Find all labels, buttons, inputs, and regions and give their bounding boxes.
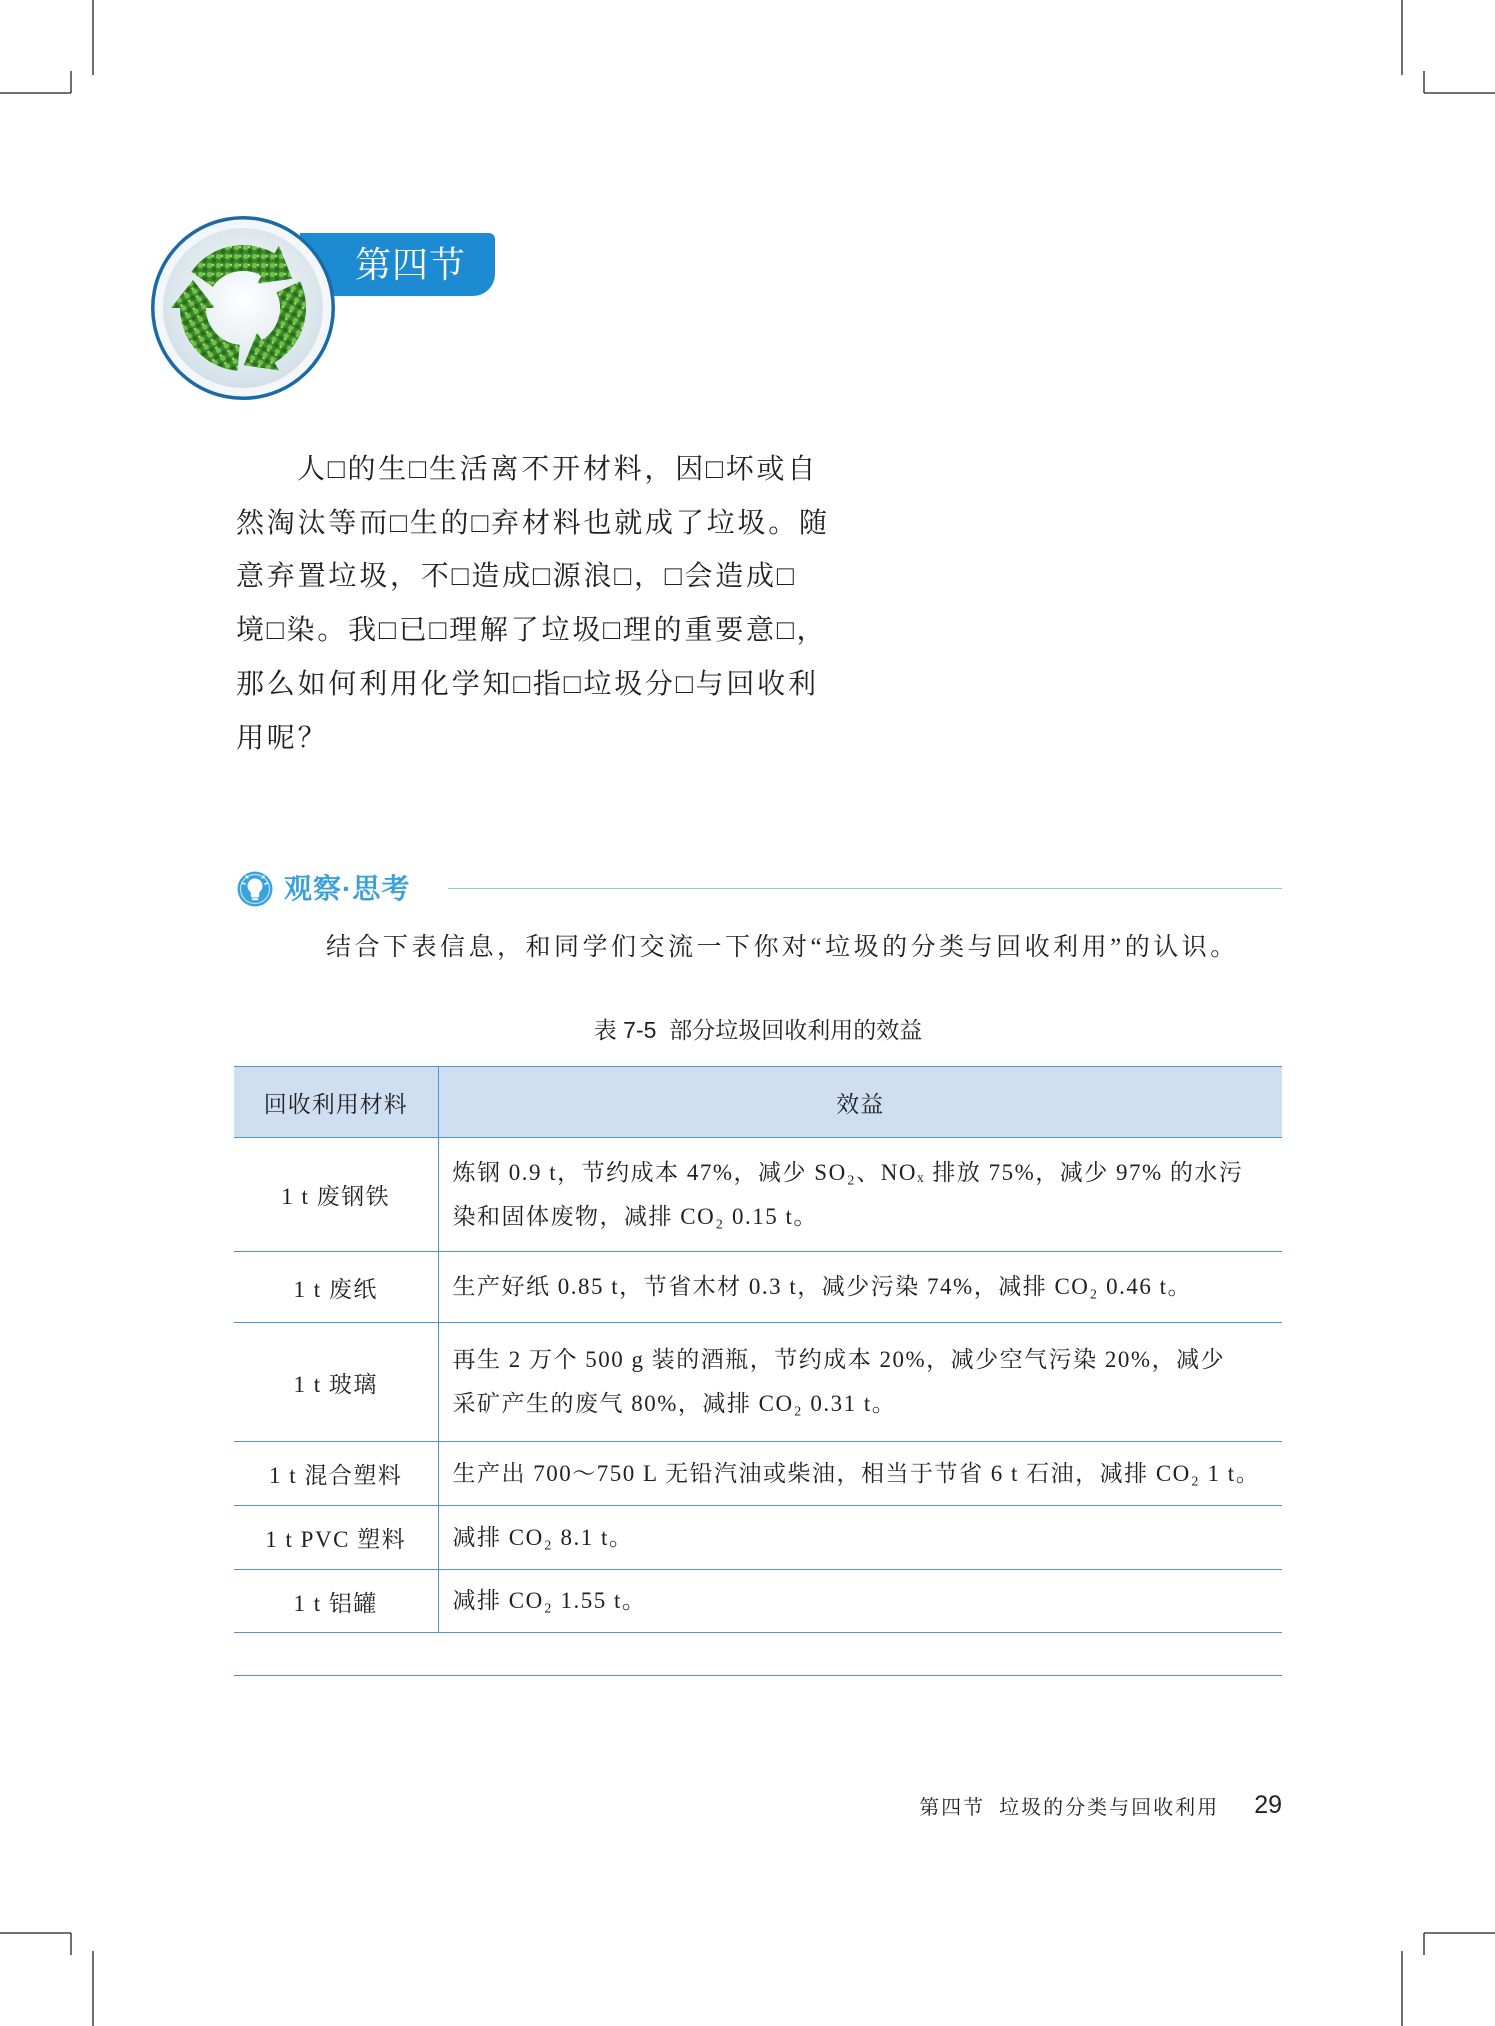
benefit-line: 采矿产生的废气 80%，减排 CO₂ 0.31 t。 xyxy=(452,1391,897,1416)
benefit-line: 炼钢 0.9 t，节约成本 47%，减少 SO₂、NOₓ 排放 75%，减少 97% 的水污 xyxy=(452,1159,1244,1185)
section-badge-label: 第四节 xyxy=(355,244,467,285)
table-row xyxy=(234,1252,1282,1323)
intro-line: 用呢？ xyxy=(236,721,329,753)
table-row xyxy=(234,1138,1282,1252)
intro-line: 那么如何利用化学知□指□垃圾分□与回收利 xyxy=(236,667,819,699)
benefit-line: 减排 CO₂ 8.1 t。 xyxy=(452,1524,634,1550)
material-cell: 1 t 混合塑料 xyxy=(234,1442,438,1506)
material-cell: 1 t 废钢铁 xyxy=(234,1138,438,1252)
column-header-benefit: 效益 xyxy=(438,1067,1282,1138)
column-header-material: 回收利用材料 xyxy=(234,1067,438,1138)
intro-paragraph xyxy=(236,442,936,764)
observe-heading: 观察·思考 xyxy=(284,873,411,904)
benefit-cell xyxy=(438,1506,1282,1570)
table-bottom-rule xyxy=(234,1675,1282,1676)
table-header-row xyxy=(234,1067,1282,1138)
material-cell: 1 t 铝罐 xyxy=(234,1570,438,1633)
heading-rule xyxy=(448,888,1282,889)
recycle-icon xyxy=(150,215,336,401)
observe-prompt: 结合下表信息，和同学们交流一下你对“垃圾的分类与回收利用”的认识。 xyxy=(326,934,1239,961)
benefit-line: 生产出 700～750 L 无铅汽油或柴油，相当于节省 6 t 石油，减排 CO₂ 1 t。 xyxy=(452,1460,1261,1486)
benefit-line: 再生 2 万个 500 g 装的酒瓶，节约成本 20%，减少空气污染 20%，减少 xyxy=(452,1347,1226,1372)
benefit-cell xyxy=(438,1252,1282,1323)
benefit-cell xyxy=(438,1570,1282,1633)
benefit-cell xyxy=(438,1442,1282,1506)
intro-line: 人□的生□生活离不开材料，因□坏或自 xyxy=(297,453,819,484)
benefit-line: 染和固体废物，减排 CO₂ 0.15 t。 xyxy=(452,1203,818,1229)
page-number: 29 xyxy=(1254,1790,1282,1819)
table-row xyxy=(234,1570,1282,1633)
table-row xyxy=(234,1323,1282,1442)
intro-line: 境□染。我□已□理解了垃圾□理的重要意□， xyxy=(236,614,828,646)
material-cell: 1 t 玻璃 xyxy=(234,1323,438,1442)
material-cell: 1 t PVC 塑料 xyxy=(234,1506,438,1570)
table-row xyxy=(234,1442,1282,1506)
footer-section-title: 第四节 垃圾的分类与回收利用 xyxy=(919,1796,1220,1819)
table-row xyxy=(234,1506,1282,1570)
intro-line: 然淘汰等而□生的□弃材料也就成了垃圾。随 xyxy=(236,506,830,538)
benefit-line: 生产好纸 0.85 t，节省木材 0.3 t，减少污染 74%，减排 CO₂ 0.46 t。 xyxy=(452,1274,1193,1299)
page-footer xyxy=(919,1788,1282,1822)
lightbulb-icon xyxy=(237,871,273,907)
benefit-cell xyxy=(438,1138,1282,1252)
material-cell: 1 t 废纸 xyxy=(234,1252,438,1323)
benefit-line: 减排 CO₂ 1.55 t。 xyxy=(452,1588,647,1613)
benefits-table xyxy=(234,1066,1282,1633)
benefit-cell xyxy=(438,1323,1282,1442)
table-caption: 表 7-5 部分垃圾回收利用的效益 xyxy=(593,1017,923,1043)
intro-line: 意弃置垃圾，不□造成□源浪□，□会造成□ xyxy=(236,560,797,592)
